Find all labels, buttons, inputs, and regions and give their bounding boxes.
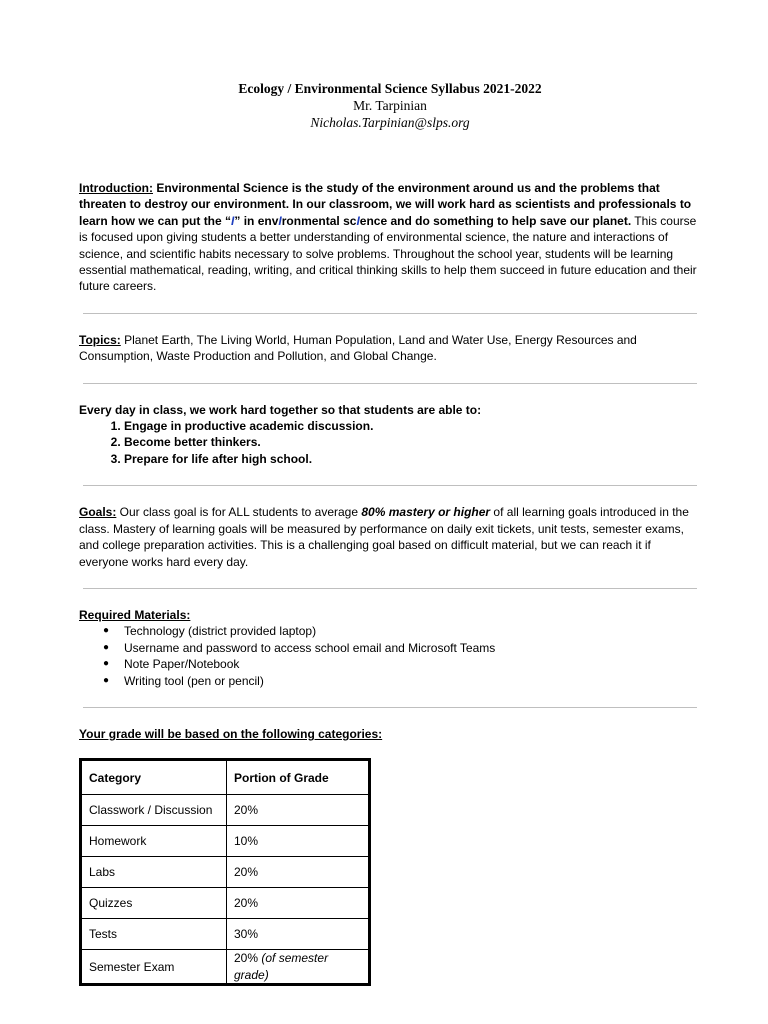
portion-cell: 20% — [227, 888, 370, 919]
portion-cell: 10% — [227, 826, 370, 857]
category-cell: Homework — [81, 826, 227, 857]
daily-goals-list — [79, 418, 701, 467]
column-header-portion: Portion of Grade — [227, 760, 370, 795]
materials-list — [79, 623, 701, 689]
introduction-bold-text: ence and do something to help save our planet. — [359, 213, 632, 228]
daily-goals-intro: Every day in class, we work hard together so that students are able to: — [79, 402, 482, 417]
category-cell: Labs — [81, 857, 227, 888]
table-row — [81, 857, 370, 888]
introduction-bold-text: ” in env — [234, 213, 279, 228]
topics-text: Planet Earth, The Living World, Human Population, Land and Water Use, Energy Resources and Consumption, Waste Production and Pollution, and Global Change. — [79, 332, 637, 364]
goals-label: Goals: — [79, 505, 117, 520]
table-row — [81, 795, 370, 826]
document-title: Ecology / Environmental Science Syllabus 2021-2022 — [238, 81, 542, 96]
materials-section — [79, 607, 701, 689]
materials-label: Required Materials: — [79, 607, 191, 622]
document-header — [79, 80, 701, 131]
column-header-category: Category — [81, 760, 227, 795]
introduction-bold-text: Environmental Science is the study of the environment around us and the problems that threaten to destroy our environment. In our classroom, we will work hard as scientists and professionals to learn how we can put the “ — [79, 181, 692, 228]
section-divider — [83, 707, 697, 708]
list-item: ● Note Paper/Notebook — [124, 656, 701, 672]
teacher-email: Nicholas.Tarpinian@slps.org — [310, 115, 470, 130]
introduction-label: Introduction: — [79, 181, 153, 195]
goals-text: of all learning goals introduced in the class. Mastery of learning goals will be measured by performance on daily exit tickets, unit tests, semester exams, and college preparation activities. This is a challenging goal based on difficult material, but we can reach it if everyone works hard every day. — [79, 505, 689, 569]
section-divider — [83, 485, 697, 486]
grading-table — [79, 758, 371, 986]
goals-emphasis: 80% mastery or higher — [361, 505, 491, 520]
list-item: ● Writing tool (pen or pencil) — [124, 673, 701, 689]
list-item: 3. Prepare for life after high school. — [124, 451, 701, 467]
list-item: ● Technology (district provided laptop) — [124, 623, 701, 639]
topics-section — [79, 332, 701, 365]
list-item: ● Username and password to access school email and Microsoft Teams — [124, 640, 701, 656]
category-cell: Classwork / Discussion — [81, 795, 227, 826]
portion-cell — [227, 950, 370, 985]
portion-value: 20% — [234, 951, 259, 966]
category-cell: Tests — [81, 919, 227, 950]
introduction-bold-text: ronmental sc — [281, 213, 357, 228]
introduction-text: This course is focused upon giving students a better understanding of environmental science, the nature and interactions of science, and scientific habits necessary to solve problems. Throughout the school year, students will be learning essential mathematical, reading, writing, and critical thinking skills to help them succeed in future education and their future careers. — [79, 213, 697, 294]
highlight-letter-i: I — [356, 213, 360, 228]
daily-goals-section — [79, 402, 701, 468]
section-divider — [83, 588, 697, 589]
portion-cell: 20% — [227, 795, 370, 826]
table-row — [81, 826, 370, 857]
category-cell: Semester Exam — [81, 950, 227, 985]
portion-note: (of semester grade) — [234, 951, 329, 982]
grading-heading: Your grade will be based on the following categories: — [79, 726, 383, 741]
teacher-name: Mr. Tarpinian — [353, 98, 427, 113]
topics-label: Topics: — [79, 332, 121, 347]
syllabus-page — [79, 80, 701, 986]
table-row — [81, 950, 370, 985]
list-item: 2. Become better thinkers. — [124, 434, 701, 450]
section-divider — [83, 383, 697, 384]
portion-cell: 30% — [227, 919, 370, 950]
portion-cell: 20% — [227, 857, 370, 888]
introduction-section — [79, 180, 701, 295]
category-cell: Quizzes — [81, 888, 227, 919]
table-row — [81, 919, 370, 950]
section-divider — [83, 313, 697, 314]
highlight-letter-i: I — [231, 213, 235, 228]
highlight-letter-i: I — [278, 213, 282, 228]
goals-text: Our class goal is for ALL students to average — [116, 505, 362, 520]
table-row — [81, 888, 370, 919]
goals-section — [79, 504, 701, 570]
list-item: 1. Engage in productive academic discussion. — [124, 418, 701, 434]
table-header-row — [81, 760, 370, 795]
